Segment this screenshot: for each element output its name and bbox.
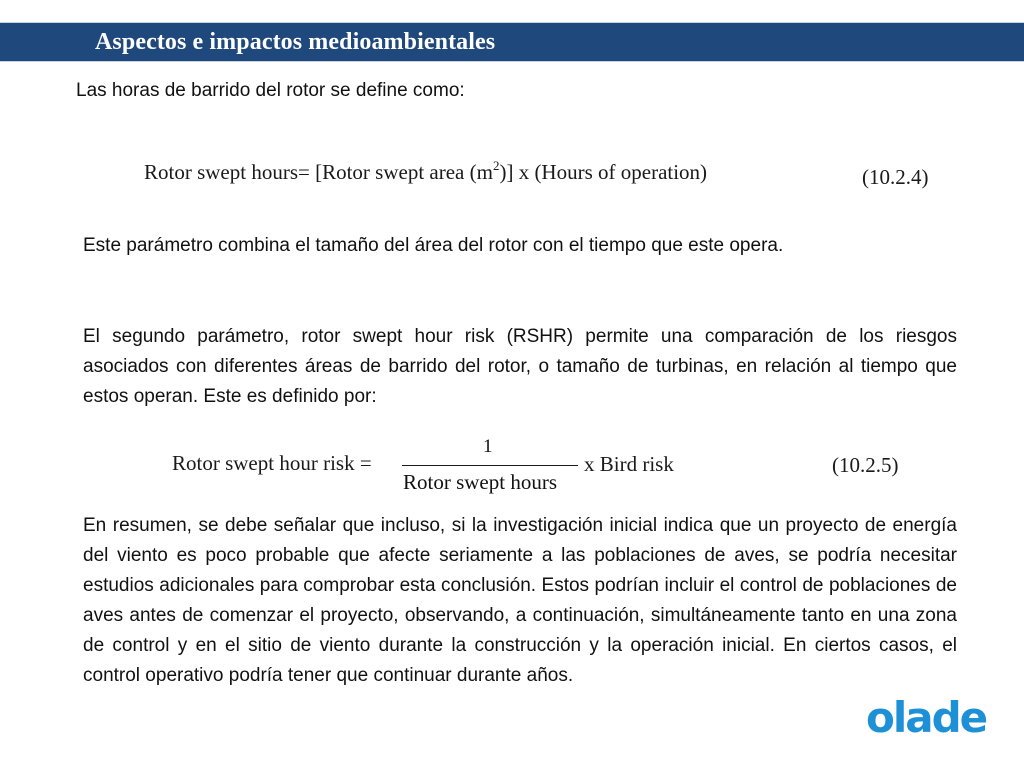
paragraph-1: Este parámetro combina el tamaño del área del rotor con el tiempo que este opera. <box>83 235 784 256</box>
formula-2-rhs: x Bird risk <box>584 452 674 476</box>
paragraph-3: En resumen, se debe señalar que incluso, si la investigación inicial indica que un proyecto de energía del viento es poco probable que afecte seriamente a las poblaciones de aves, se podría necesitar estudios adicionales para comprobar esta conclusión. Estos podrían incluir el control de poblaciones de aves antes de comenzar el proyecto, observando, a continuación, simultáneamente tanto en una zona de control y en el sitio de viento durante la construcción y la operación inicial. En ciertos casos, el control operativo podría tener que continuar durante años. <box>83 515 957 686</box>
intro-text: Las horas de barrido del rotor se define como: <box>76 80 465 101</box>
formula-1-rhs: )] x (Hours of operation) <box>499 160 708 184</box>
equation-number-2: (10.2.5) <box>832 453 899 477</box>
slide-title: Aspectos e impactos medioambientales <box>95 29 496 55</box>
fraction-line <box>402 465 578 466</box>
formula-1-lhs: Rotor swept hours= [Rotor swept area (m <box>144 160 493 184</box>
formula-2-denominator: Rotor swept hours <box>403 470 557 494</box>
equation-number-1: (10.2.4) <box>862 165 929 189</box>
formula-1-exponent: 2 <box>492 158 500 173</box>
formula-rotor-swept-hours <box>144 158 707 185</box>
formula-2-lhs: Rotor swept hour risk = <box>172 451 372 475</box>
title-bar <box>0 22 1024 62</box>
olade-logo: olade <box>866 693 987 742</box>
paragraph-2: El segundo parámetro, rotor swept hour risk (RSHR) permite una comparación de los riesgos asociados con diferentes áreas de barrido del rotor, o tamaño de turbinas, en relación al tiempo que estos operan. Este es definido por: <box>83 326 957 407</box>
formula-2-numerator: 1 <box>483 436 493 457</box>
